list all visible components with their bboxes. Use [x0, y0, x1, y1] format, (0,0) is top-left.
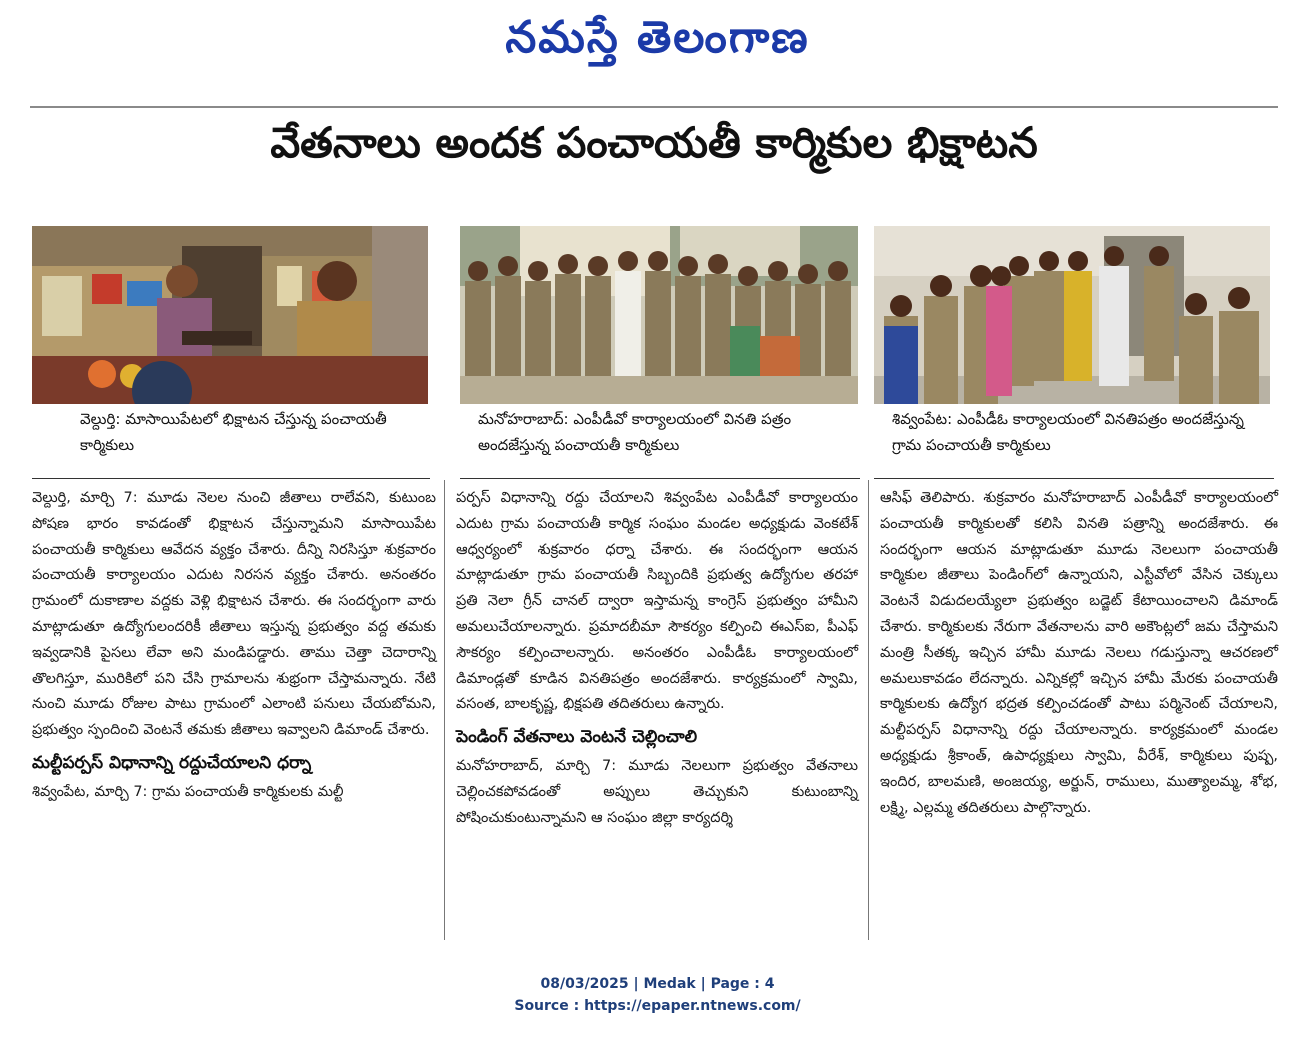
article-column-2 — [456, 486, 858, 832]
page-headline: వేతనాలు అందక పంచాయతీ కార్మికుల భిక్షాటన — [270, 118, 1038, 167]
caption-rule-1 — [32, 478, 430, 479]
photo-shop-begging — [32, 226, 428, 404]
masthead: నమస్తే తెలంగాణ — [505, 12, 810, 63]
article-paragraph: ఆసిఫ్ తెలిపారు. శుక్రవారం మనోహరాబాద్ ఎంపీడీవో కార్యాలయంలో పంచాయతీ కార్మికులతో కలిసి వినతి పత్రాన్ని అందజేశారు. ఈ సందర్భంగా ఆయన మాట్లాడుతూ మూడు నెలలుగా పంచాయతీ కార్మికుల జీతాలు పెండింగ్‌లో ఉన్నాయని, ఎస్టీవోలో వేసిన చెక్కులు వెంటనే విడుదలయ్యేలా ప్రభుత్వం బడ్జెట్ కేటాయించాలని డిమాండ్ చేశారు. కార్మికులకు నేరుగా వేతనాలను వారి అకౌంట్లలో జమ చేస్తామని మంత్రి సీతక్క ఇచ్చిన హామీ మూడు నెలలు గడుస్తున్నా ఆచరణలో అమలుకావడం లేదన్నారు. ఎన్నికల్లో ఇచ్చిన హామీ మేరకు పంచాయతీ కార్మికులకు ఉద్యోగ భద్రత కల్పించడంతో పాటు పర్మినెంట్ చేయాలని, మల్టీపర్పస్ విధానాన్ని రద్దు చేయాలన్నారు. కార్యక్రమంలో మండల అధ్యక్షుడు శ్రీకాంత్, ఉపాధ్యక్షులు స్వామి, వీరేశ్, కార్మికులు పుష్ప, ఇందిర, బాలమణి, అంజయ్య, అర్జున్, రాములు, ముత్యాలమ్మ, శోభ, లక్ష్మి, ఎల్లమ్మ తదితరులు పాల్గొన్నారు. — [880, 490, 1278, 816]
masthead-rule — [30, 106, 1278, 108]
caption-rule-3 — [874, 478, 1274, 479]
caption-photo-3: శివ్వంపేట: ఎంపీడీఓ కార్యాలయంలో వినతిపత్రం అందజేస్తున్న గ్రామ పంచాయతీ కార్మికులు — [892, 410, 1244, 454]
footer-date-edition: 08/03/2025 | Medak | Page : 4 — [540, 976, 775, 992]
caption-photo-2: మనోహరాబాద్: ఎంపీడీవో కార్యాలయంలో వినతి పత్రం అందజేస్తున్న పంచాయతీ కార్మికులు — [478, 410, 792, 454]
article-paragraph: వెల్దుర్తి, మార్చి 7: మూడు నెలల నుంచి జీతాలు రాలేవని, కుటుంబ పోషణ భారం కావడంతో భిక్షాటన చేస్తున్నామని మాసాయిపేట పంచాయతీ కార్మికులు ఆవేదన వ్యక్తం చేశారు. దీన్ని నిరసిస్తూ శుక్రవారం పంచాయతీ కార్యాలయం ఎదుట నిరసన వ్యక్తం చేశారు. అనంతరం గ్రామంలో దుకాణాల వద్దకు వెళ్లి భిక్షాటన చేశారు. ఈ సందర్భంగా వారు మాట్లాడుతూ ఉద్యోగులందరికీ జీతాలు ఇస్తున్న ప్రభుత్వం వద్ద తమకు ఇవ్వడానికి పైసలు లేవా అని మండిపడ్డారు. తాము చెత్తా చెదారాన్ని తొలగిస్తూ, మురికిలో పని చేసి గ్రామాలను శుభ్రంగా చేస్తామన్నారు. నేటి నుంచి మూడు రోజుల పాటు గ్రామంలో ఎలాంటి పనులు చేయబోమని, ప్రభుత్వం స్పందించి వెంటనే తమకు జీతాలు ఇవ్వాలని డిమాండ్ చేశారు. — [32, 490, 436, 739]
article-paragraph: శివ్వంపేట, మార్చి 7: గ్రామ పంచాయతీ కార్మికులకు మల్టీ — [32, 783, 344, 800]
column-divider-1 — [444, 480, 445, 940]
article-column-1 — [32, 486, 436, 806]
caption-photo-1: వెల్దుర్తి: మాసాయిపేటలో భిక్షాటన చేస్తున్న పంచాయతీ కార్మికులు — [80, 410, 387, 454]
photo-shivampet-memorandum — [874, 226, 1270, 404]
article-subhead: మల్టీపర్పస్ విధానాన్ని రద్దుచేయాలని ధర్నా — [32, 752, 312, 773]
article-column-3 — [880, 486, 1278, 821]
article-paragraph: మనోహరాబాద్, మార్చి 7: మూడు నెలలుగా ప్రభుత్వం వేతనాలు చెల్లించకపోవడంతో అప్పులు తెచ్చుకుని కుటుంబాన్ని పోషించుకుంటున్నామని ఆ సంఘం జిల్లా కార్యదర్శి — [456, 758, 858, 826]
article-subhead: పెండింగ్ వేతనాలు వెంటనే చెల్లించాలి — [456, 727, 698, 748]
photo-manoharabad-memorandum — [460, 226, 858, 404]
footer-source-link[interactable]: Source : https://epaper.ntnews.com/ — [514, 998, 801, 1014]
column-divider-2 — [868, 480, 869, 940]
article-paragraph: పర్పస్ విధానాన్ని రద్దు చేయాలని శివ్వంపేట ఎంపీడీవో కార్యాలయం ఎదుట గ్రామ పంచాయతీ కార్మిక సంఘం మండల అధ్యక్షుడు వెంకటేశ్ ఆధ్వర్యంలో శుక్రవారం ధర్నా చేశారు. ఈ సందర్భంగా ఆయన మాట్లాడుతూ గ్రామ పంచాయతీ సిబ్బందికి ప్రభుత్వ ఉద్యోగుల తరహా ప్రతి నెలా గ్రీన్ చానల్ ద్వారా ఇస్తామన్న కాంగ్రెస్ ప్రభుత్వం హామీని అమలుచేయాలన్నారు. ప్రమాదబీమా సౌకర్యం కల్పించి ఈఎస్ఐ, పీఎఫ్ సౌకర్యం కల్పించాలన్నారు. అనంతరం ఎంపీడీఓ కార్యాలయంలో డిమాండ్లతో కూడిన వినతిపత్రం అందజేశారు. కార్యక్రమంలో స్వామి, వసంత, బాలకృష్ణ, భిక్షపతి తదితరులు ఉన్నారు. — [456, 490, 858, 713]
caption-rule-2 — [460, 478, 860, 479]
